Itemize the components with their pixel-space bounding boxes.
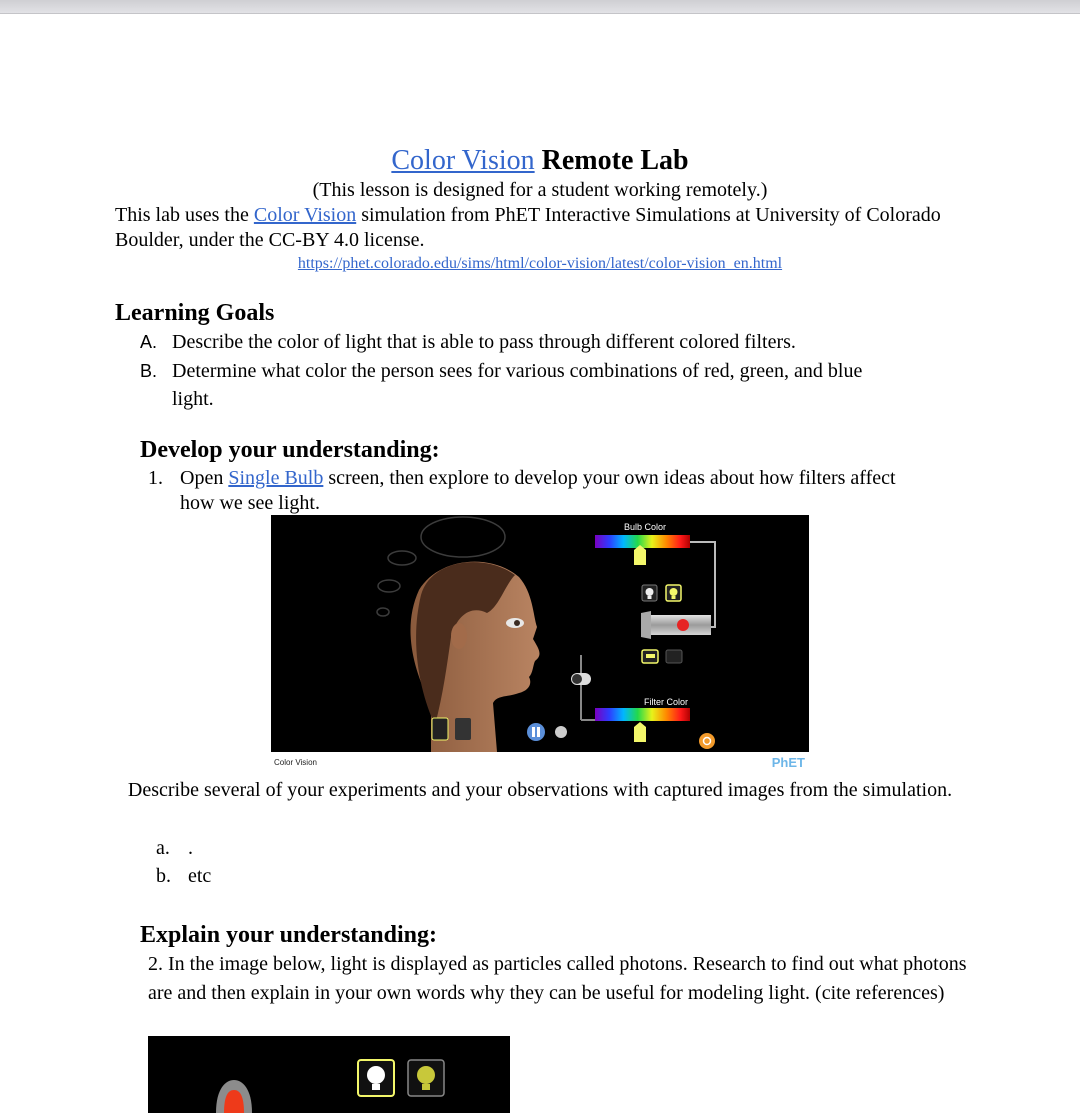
describe-instructions: Describe several of your experiments and your observations with captured images from the simulation. [127, 779, 953, 801]
simulation-url-link[interactable]: https://phet.colorado.edu/sims/html/color-vision/latest/color-vision_en.html [297, 255, 783, 272]
color-vision-title-link[interactable]: Color Vision [391, 145, 535, 176]
filter-off-button[interactable] [666, 650, 682, 663]
filter-color-spectrum[interactable] [595, 708, 690, 721]
subtitle: (This lesson is designed for a student working remotely.) [312, 179, 768, 201]
step-1 [148, 466, 978, 516]
photon-stage [148, 1036, 510, 1113]
front-view-button[interactable] [432, 718, 448, 740]
colored-bulb-button[interactable] [408, 1060, 444, 1096]
step-1-number: 1. [148, 467, 163, 489]
white-bulb-button[interactable] [642, 585, 657, 601]
step-1-line2: how we see light. [180, 492, 320, 514]
answer-b [156, 865, 211, 888]
intro-after: simulation from PhET Interactive Simulations at University of Colorado Boulder, under the CC-BY 4.0 license. [115, 204, 941, 251]
intro-before: This lab uses the [115, 204, 254, 226]
colored-bulb-button[interactable] [666, 585, 681, 601]
simulation-screenshot [271, 515, 809, 770]
phet-logo: PhET [771, 755, 805, 770]
single-bulb-link[interactable]: Single Bulb [228, 467, 324, 489]
sim-stage [271, 515, 809, 752]
sim-footer [271, 752, 809, 770]
step-1-before: Open [180, 467, 229, 489]
simulation-url [0, 255, 1080, 273]
step-1-after: screen, then explore to develop your own ideas about how filters affect [323, 467, 896, 489]
goal-b-marker: B. [140, 361, 158, 381]
goal-b [140, 357, 940, 413]
answer-a-text: . [188, 837, 193, 859]
white-bulb-button[interactable] [358, 1060, 394, 1096]
bulb-color-spectrum[interactable] [595, 535, 690, 548]
answer-a [156, 837, 193, 860]
bulb-color-label: Bulb Color [623, 522, 667, 532]
sim-footer-title: Color Vision [274, 758, 317, 767]
page-title [0, 145, 1080, 177]
browser-top-bar [0, 0, 1080, 14]
develop-heading: Develop your understanding: [140, 437, 440, 463]
pause-button[interactable] [527, 723, 545, 741]
color-vision-intro-link[interactable]: Color Vision [253, 204, 357, 226]
answer-b-text: etc [188, 865, 212, 887]
goal-a-text: Describe the color of light that is able to pass through different colored filters. [172, 331, 796, 353]
intro-paragraph [115, 203, 955, 253]
answer-b-marker: b. [156, 865, 171, 887]
filter-color-label: Filter Color [643, 697, 689, 707]
goal-b-text-line2: light. [172, 388, 214, 410]
reset-all-button[interactable] [699, 733, 715, 749]
flashlight [641, 611, 711, 639]
goal-a [140, 328, 940, 356]
question-2: 2. In the image below, light is displayed as particles called photons. Research to find out what photons are and then explain in your own words why they can be useful for modeling light. (cite references) [148, 953, 967, 1004]
step-button[interactable] [555, 726, 567, 738]
goal-a-marker: A. [140, 332, 158, 352]
answer-a-marker: a. [156, 837, 170, 859]
title-remote-lab: Remote Lab [541, 145, 689, 176]
explain-heading: Explain your understanding: [140, 922, 437, 948]
photon-simulation-image [148, 1036, 510, 1113]
back-view-button[interactable] [455, 718, 471, 740]
goal-b-text-line1: Determine what color the person sees for various combinations of red, green, and blue [172, 360, 863, 382]
learning-goals-heading: Learning Goals [115, 300, 275, 326]
